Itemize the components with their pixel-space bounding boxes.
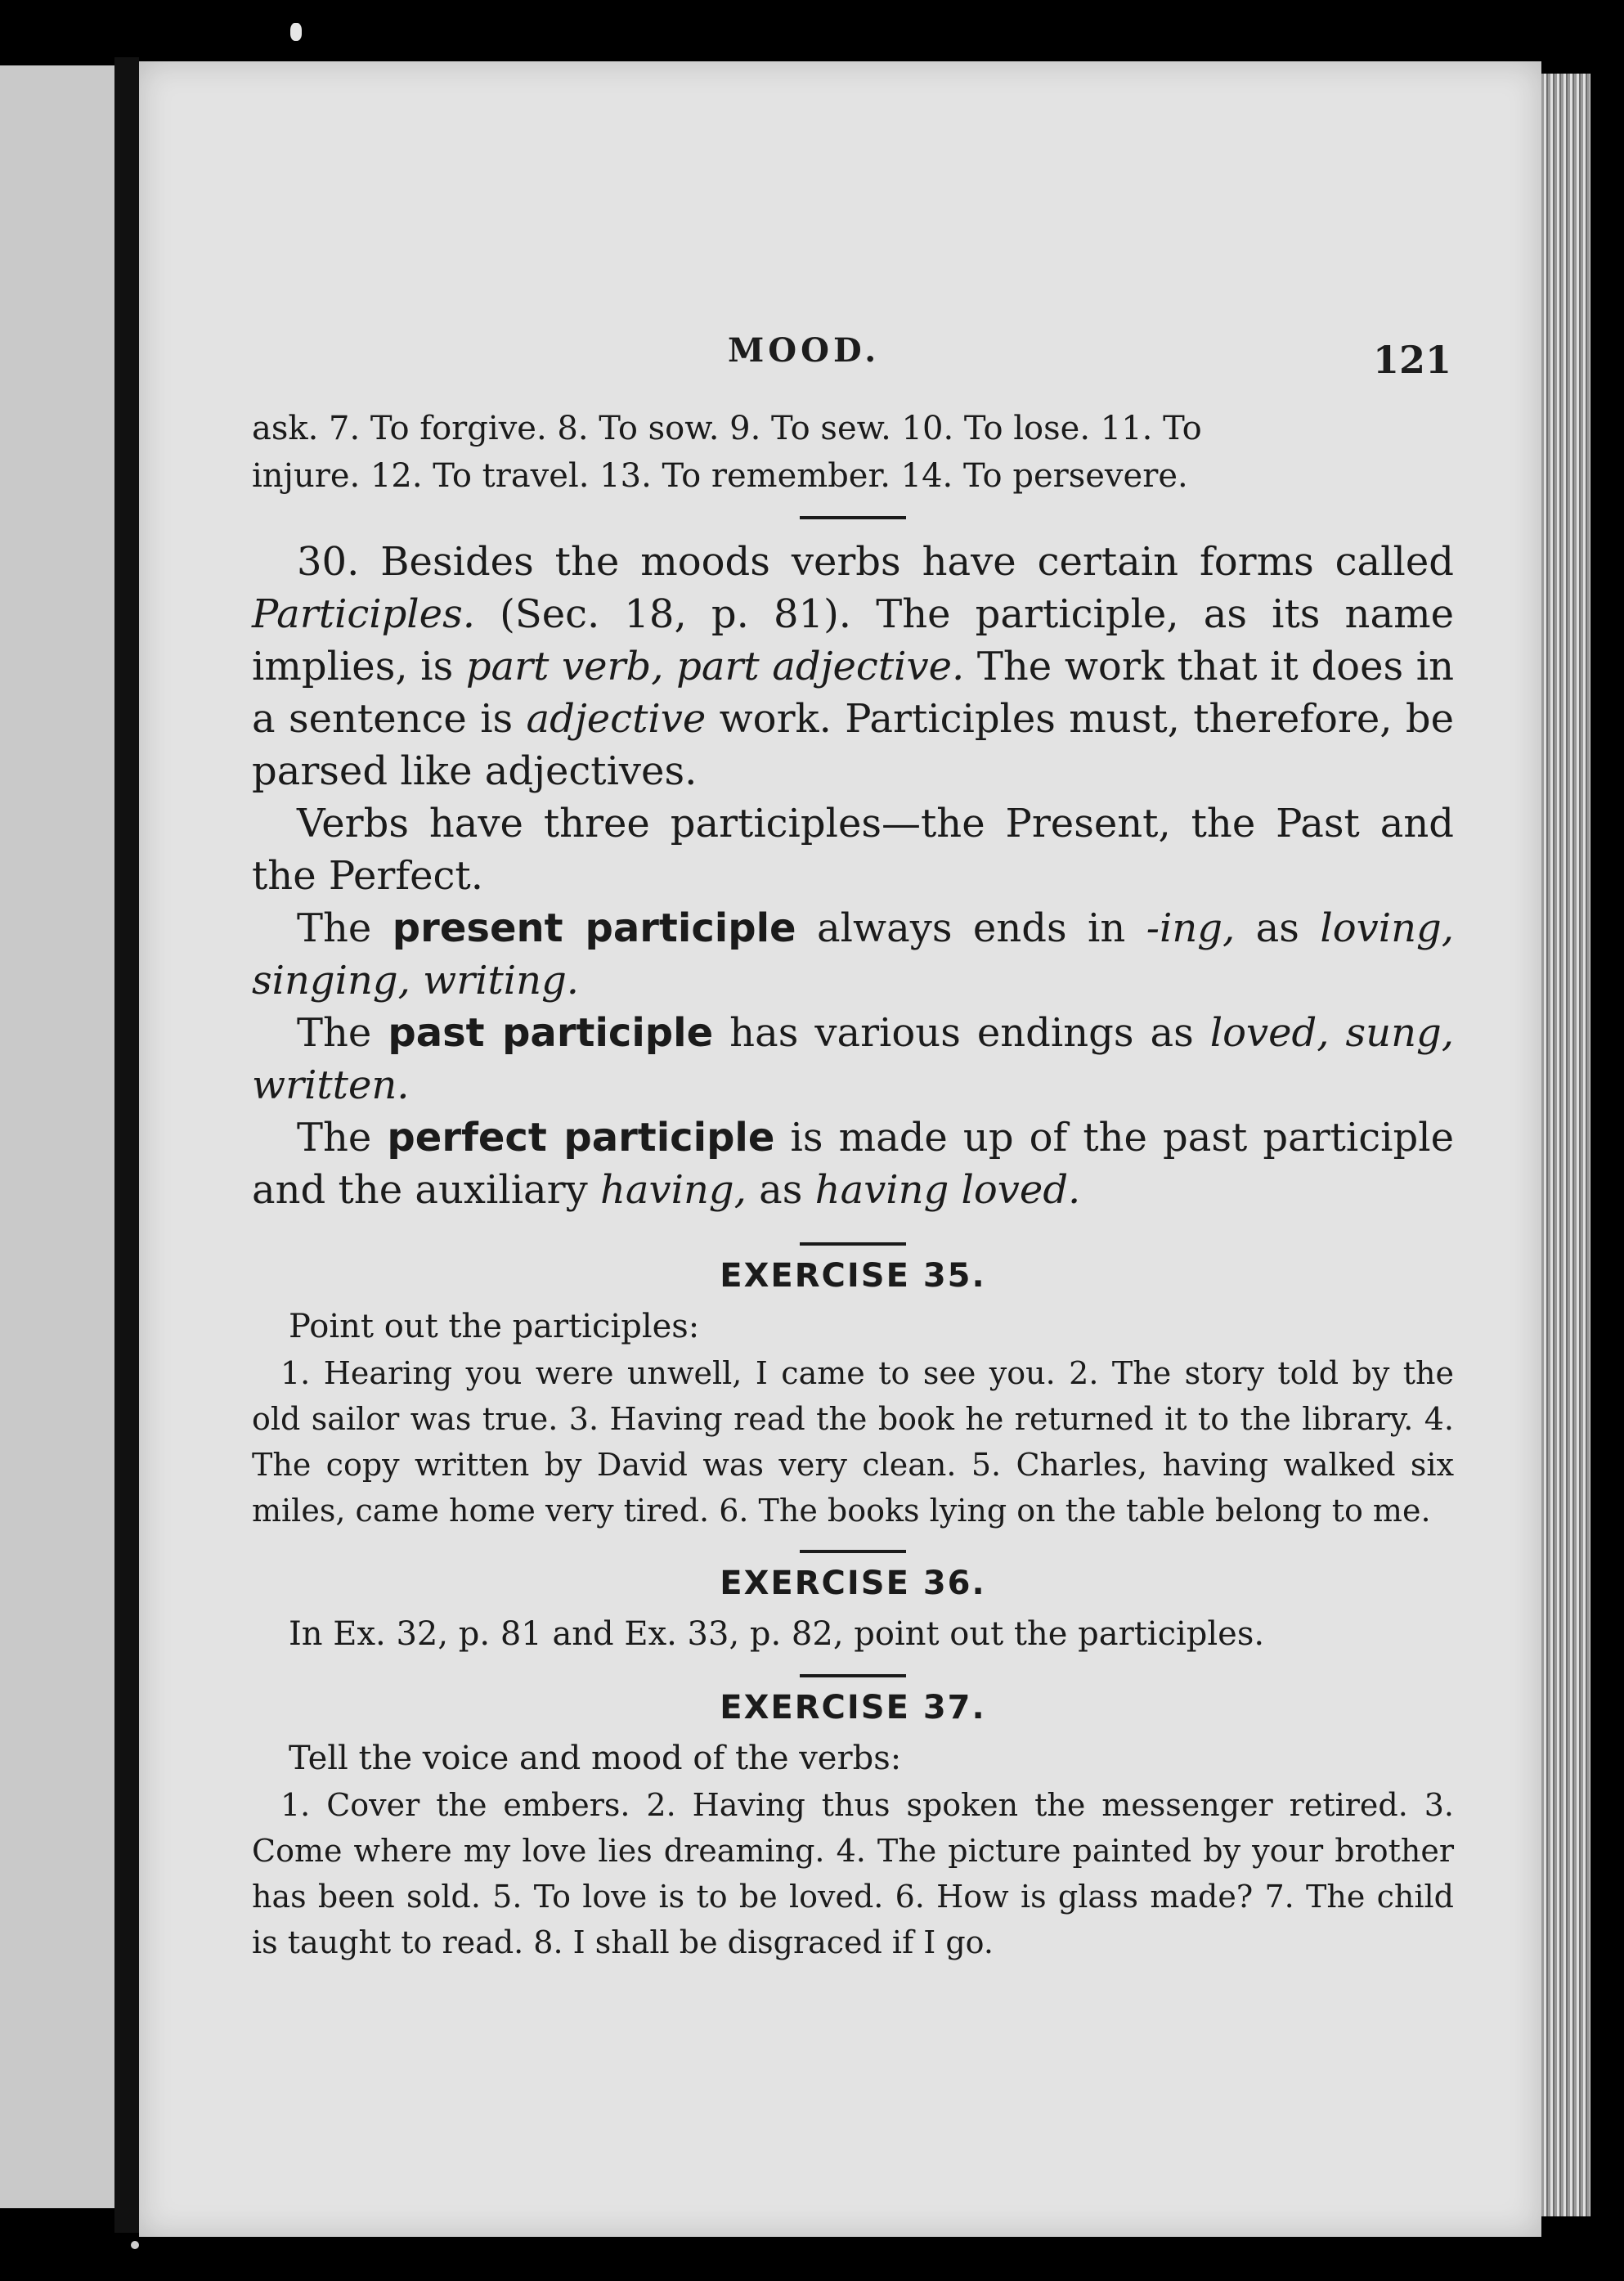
text-run-italic: adjective (526, 696, 707, 742)
exercise-35-heading: EXERCISE 35. (720, 1257, 986, 1295)
exercise-35-instruction: Point out the participles: (289, 1308, 700, 1345)
exercise-37-text: 1. Cover the embers. 2. Having thus spoken the messenger retired. 3. Come where my love lies dreaming. 4. The picture painted by your brother has been sold. 5. To love is to be loved. 6. How is glass made? 7. The child is taught to read. 8. I shall be disgraced if I go. (252, 1787, 1454, 1960)
term-past-participle: past participle (388, 1010, 714, 1056)
text-run-italic: loving, singing, writing. (252, 905, 1454, 1004)
text-run: is made up of the past participle and the auxiliary (252, 1115, 1454, 1213)
text-run: always ends in (796, 905, 1146, 951)
page-stack-edge (1541, 74, 1590, 2216)
book-gutter (114, 57, 139, 2233)
text-run-italic: loved, sung, written. (252, 1010, 1454, 1108)
continued-exercise-line-2: injure. 12. To travel. 13. To remember. 14. To persevere. (252, 457, 1188, 495)
text-run-italic: having loved. (814, 1167, 1081, 1213)
text-run: (Sec. 18, p. 81). The participle, as its name implies, is (252, 591, 1454, 689)
text-run: as (1235, 905, 1321, 951)
section-divider (800, 1550, 906, 1553)
term-present-participle: present participle (392, 905, 796, 951)
present-participle-paragraph (252, 902, 1454, 1007)
exercise-35-text: 1. Hearing you were unwell, I came to see you. 2. The story told by the old sailor was true. 3. Having read the book he returned it to the library. 4. The copy written by David was very clean. 5. Charles, having walked six miles, came home very tired. 6. The books lying on the table belong to me. (252, 1355, 1454, 1529)
exercise-36-heading: EXERCISE 36. (720, 1565, 986, 1602)
text-run-italic: part verb, part adjective. (465, 644, 965, 689)
term-perfect-participle: perfect participle (387, 1115, 775, 1161)
text-run: has various endings as (713, 1010, 1210, 1056)
perfect-participle-paragraph (252, 1111, 1454, 1216)
text-run-italic: -ing, (1146, 905, 1236, 951)
text-run-italic: having, (599, 1167, 747, 1213)
text-run-italic: Participles. (252, 591, 475, 637)
participles-overview-paragraph: Verbs have three participles—the Present, the Past and the Perfect. (252, 801, 1454, 899)
book-page (139, 61, 1541, 2237)
scan-speck (131, 2241, 139, 2249)
section-30-paragraph (252, 536, 1454, 797)
text-run: work. Participles must, therefore, be parsed like adjectives. (252, 696, 1454, 794)
continued-exercise-line-1: ask. 7. To forgive. 8. To sow. 9. To sew. 10. To lose. 11. To (252, 410, 1202, 447)
scan-speck (290, 23, 302, 41)
exercise-37-instruction: Tell the voice and mood of the verbs: (289, 1740, 902, 1777)
page-header (139, 331, 1541, 397)
text-run: The (297, 1010, 388, 1056)
left-page-margin (0, 65, 114, 2208)
exercise-37-heading: EXERCISE 37. (720, 1689, 986, 1726)
text-run: The (297, 905, 393, 951)
section-divider (800, 1242, 906, 1246)
section-divider (800, 1674, 906, 1677)
text-run: The (297, 1115, 388, 1161)
past-participle-paragraph (252, 1007, 1454, 1111)
text-run: 30. Besides the moods verbs have certain forms called (297, 539, 1454, 585)
page-content (252, 405, 1454, 1965)
text-run: as (746, 1167, 815, 1213)
running-head: MOOD. (728, 331, 881, 370)
text-run: The work that it does in a sentence is (252, 644, 1455, 742)
page-number: 121 (1372, 338, 1451, 382)
exercise-36-text: In Ex. 32, p. 81 and Ex. 33, p. 82, point out the participles. (289, 1615, 1265, 1653)
